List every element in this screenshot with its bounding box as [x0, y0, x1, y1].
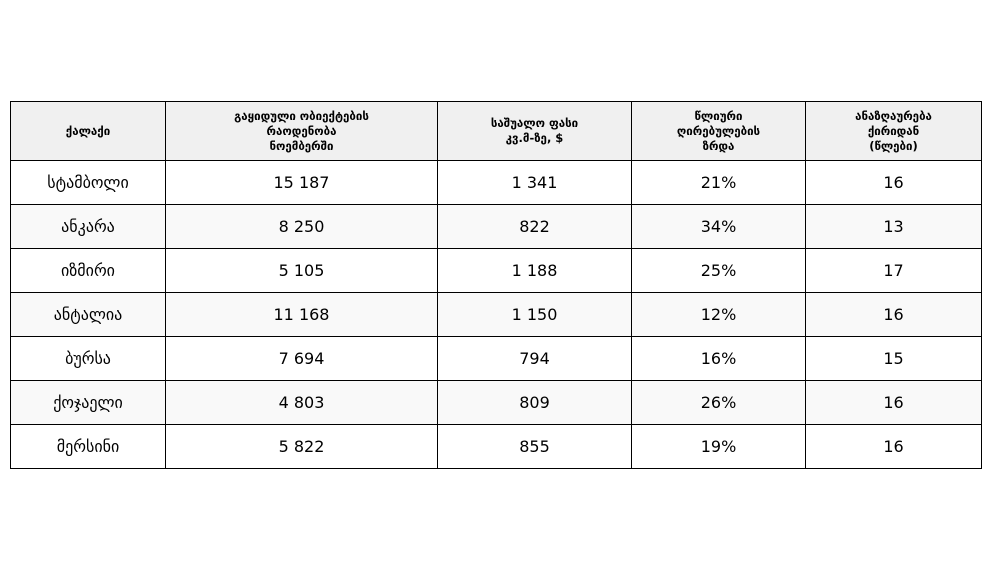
header-avg-price [438, 102, 632, 161]
header-city [11, 102, 166, 161]
cell-sold-objects: 11 168 [166, 293, 438, 337]
cell-rental-payback: 16 [806, 293, 982, 337]
cell-rental-payback: 16 [806, 425, 982, 469]
header-line: რაოდენობა [266, 123, 337, 138]
cell-avg-price: 855 [438, 425, 632, 469]
table-row [11, 161, 982, 205]
table-row [11, 205, 982, 249]
table-row [11, 249, 982, 293]
cell-avg-price: 1 341 [438, 161, 632, 205]
header-line: ქალაქი [65, 123, 111, 138]
cell-city: სტამბოლი [11, 161, 166, 205]
cell-rental-payback: 17 [806, 249, 982, 293]
header-line: კვ.მ-ზე, $ [505, 131, 564, 145]
cell-city: ქოჯაელი [11, 381, 166, 425]
header-line: წლიური [694, 108, 743, 123]
cell-avg-price: 794 [438, 337, 632, 381]
header-sold-objects [166, 102, 438, 161]
cell-rental-payback: 16 [806, 381, 982, 425]
cell-sold-objects: 8 250 [166, 205, 438, 249]
cell-annual-growth: 16% [632, 337, 806, 381]
cell-city: იზმირი [11, 249, 166, 293]
cell-city: ანკარა [11, 205, 166, 249]
header-rental-payback [806, 102, 982, 161]
cell-avg-price: 1 150 [438, 293, 632, 337]
cell-rental-payback: 13 [806, 205, 982, 249]
header-line: (წლები) [869, 138, 918, 153]
header-line: ანაზღაურება [855, 108, 932, 123]
table-row [11, 381, 982, 425]
header-annual-growth [632, 102, 806, 161]
cell-annual-growth: 12% [632, 293, 806, 337]
cell-sold-objects: 4 803 [166, 381, 438, 425]
cell-sold-objects: 5 105 [166, 249, 438, 293]
table-row [11, 425, 982, 469]
cell-avg-price: 822 [438, 205, 632, 249]
real-estate-table [10, 101, 982, 469]
cell-avg-price: 809 [438, 381, 632, 425]
header-line: საშუალო ფასი [490, 116, 579, 130]
data-table-container [10, 101, 981, 469]
cell-sold-objects: 7 694 [166, 337, 438, 381]
header-line: ნოემბერში [269, 138, 334, 153]
cell-city: ბურსა [11, 337, 166, 381]
cell-rental-payback: 15 [806, 337, 982, 381]
header-line: გაყიდული ობიექტების [234, 108, 369, 123]
cell-annual-growth: 34% [632, 205, 806, 249]
cell-annual-growth: 19% [632, 425, 806, 469]
cell-sold-objects: 5 822 [166, 425, 438, 469]
header-line: ღირებულების [676, 123, 761, 138]
cell-avg-price: 1 188 [438, 249, 632, 293]
cell-annual-growth: 21% [632, 161, 806, 205]
table-row [11, 337, 982, 381]
header-row [11, 102, 982, 161]
cell-city: ანტალია [11, 293, 166, 337]
header-line: ზრდა [702, 138, 735, 153]
table-row [11, 293, 982, 337]
cell-annual-growth: 26% [632, 381, 806, 425]
header-line: ქირიდან [867, 123, 920, 138]
cell-rental-payback: 16 [806, 161, 982, 205]
cell-annual-growth: 25% [632, 249, 806, 293]
cell-city: მერსინი [11, 425, 166, 469]
cell-sold-objects: 15 187 [166, 161, 438, 205]
